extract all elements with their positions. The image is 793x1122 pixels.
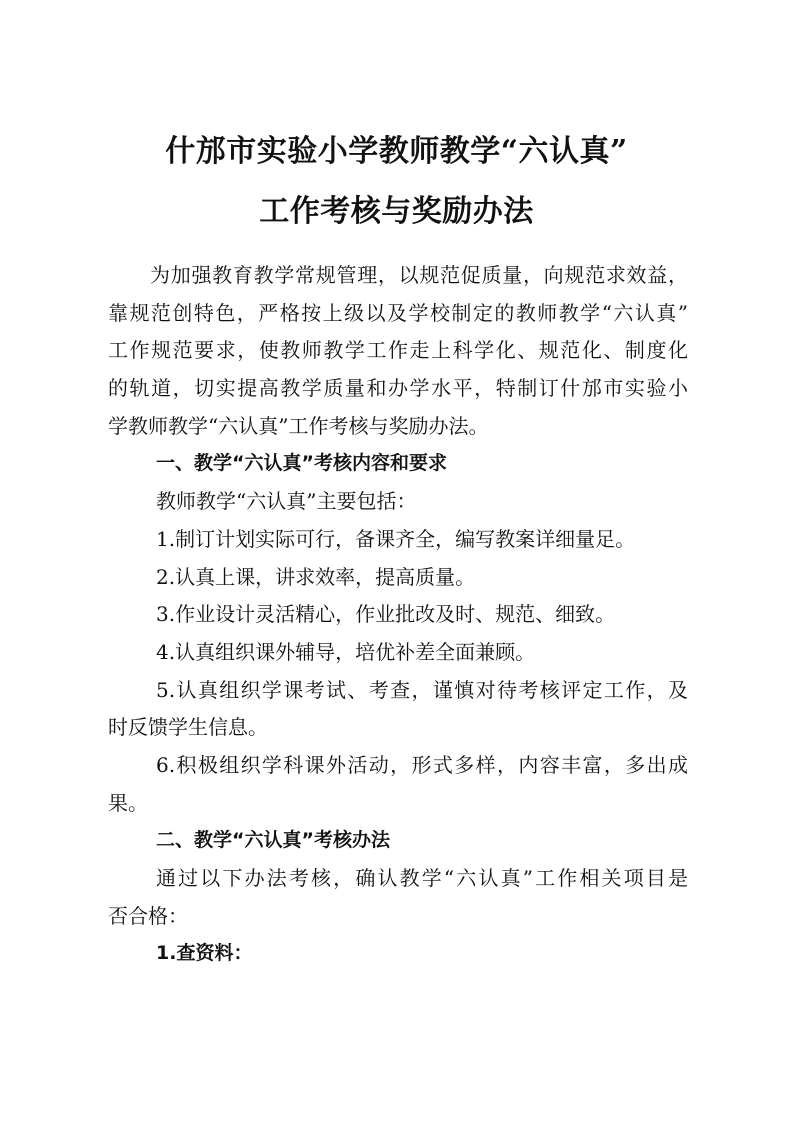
section-1-heading: 一、教学“六认真”考核内容和要求 xyxy=(156,452,447,475)
list-item-3: 3.作业设计灵活精心，作业批改及时、规范、细致。 xyxy=(156,602,616,627)
intro-paragraph-line: 学教师教学“六认真”工作考核与奖励办法。 xyxy=(108,413,489,438)
document-body xyxy=(108,257,688,973)
subsection-1-heading: 1.查资料： xyxy=(156,942,253,965)
list-item-6-cont: 果。 xyxy=(108,790,148,815)
intro-paragraph-line: 靠规范创特色，严格按上级以及学校制定的教师教学“六认真” xyxy=(108,300,688,325)
section-2-lead-cont: 否合格： xyxy=(108,903,188,928)
list-item-6: 6.积极组织学科课外活动，形式多样，内容丰富，多出成 xyxy=(156,752,688,777)
intro-paragraph-line: 工作规范要求，使教师教学工作走上科学化、规范化、制度化 xyxy=(108,338,688,363)
list-item-5: 5.认真组织学课考试、考查，谨慎对待考核评定工作，及 xyxy=(156,677,688,702)
document-title-line-2: 工作考核与奖励办法 xyxy=(259,194,534,229)
list-item-2: 2.认真上课，讲求效率，提高质量。 xyxy=(156,564,476,589)
list-item-1: 1.制订计划实际可行，备课齐全，编写教案详细量足。 xyxy=(156,526,636,551)
document-title-line-1: 什邡市实验小学教师教学“六认真” xyxy=(165,134,628,169)
section-2-heading: 二、教学“六认真”考核办法 xyxy=(156,829,390,852)
section-1-lead: 教师教学“六认真”主要包括： xyxy=(156,489,417,514)
intro-paragraph-line: 为加强教育教学常规管理，以规范促质量，向规范求效益， xyxy=(150,263,688,287)
list-item-4: 4.认真组织课外辅导，培优补差全面兼顾。 xyxy=(156,639,536,664)
intro-paragraph-line: 的轨道，切实提高教学质量和办学水平，特制订什邡市实验小 xyxy=(108,376,688,401)
list-item-5-cont: 时反馈学生信息。 xyxy=(108,715,268,740)
section-2-lead: 通过以下办法考核，确认教学“六认真”工作相关项目是 xyxy=(156,866,688,890)
